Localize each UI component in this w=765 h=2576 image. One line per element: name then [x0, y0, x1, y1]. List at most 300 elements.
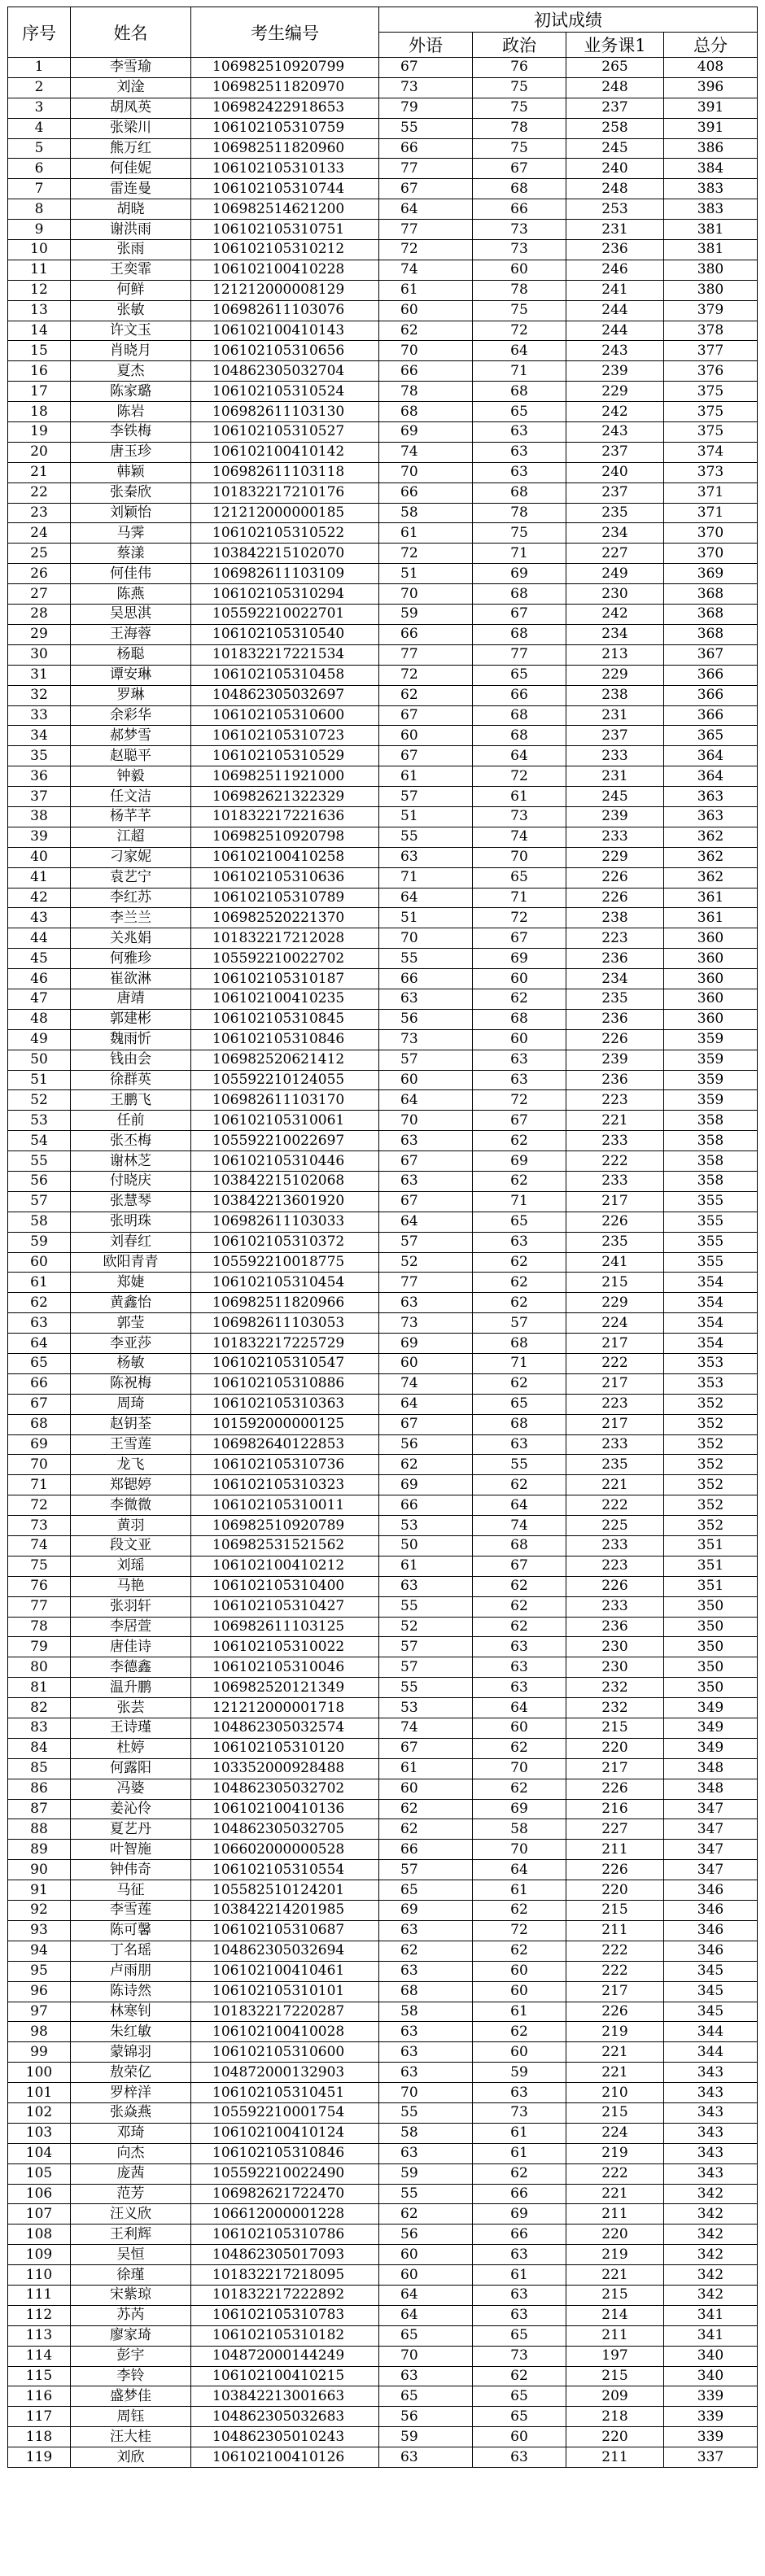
foreign-score-cell: 63 — [379, 1961, 473, 1981]
exam-id-cell: 106102105310182 — [191, 2325, 379, 2346]
course1-score-cell: 226 — [566, 1212, 664, 1232]
foreign-score-cell: 64 — [379, 1090, 473, 1111]
table-row — [8, 2427, 758, 2447]
table-row — [8, 422, 758, 443]
seq-cell: 84 — [8, 1738, 71, 1758]
seq-cell: 109 — [8, 2245, 71, 2265]
table-row — [8, 2386, 758, 2407]
seq-cell: 62 — [8, 1293, 71, 1313]
seq-cell: 43 — [8, 908, 71, 928]
foreign-score-cell: 78 — [379, 382, 473, 402]
name-cell: 韩颖 — [71, 462, 191, 482]
table-row — [8, 503, 758, 523]
course1-score-cell: 231 — [566, 705, 664, 726]
table-row — [8, 2346, 758, 2366]
seq-cell: 56 — [8, 1171, 71, 1191]
politics-score-cell: 64 — [473, 746, 566, 766]
exam-id-cell: 104862305032704 — [191, 361, 379, 382]
course1-score-cell: 226 — [566, 1860, 664, 1880]
total-score-cell: 345 — [664, 1981, 758, 2002]
foreign-score-cell: 60 — [379, 1779, 473, 1799]
politics-score-cell: 68 — [473, 1536, 566, 1557]
table-row — [8, 1373, 758, 1394]
foreign-score-cell: 68 — [379, 1981, 473, 2002]
total-score-cell: 350 — [664, 1596, 758, 1617]
total-score-cell: 343 — [664, 2102, 758, 2123]
table-row — [8, 159, 758, 179]
exam-id-cell: 106102105310723 — [191, 726, 379, 746]
foreign-score-cell: 77 — [379, 644, 473, 665]
politics-score-cell: 62 — [473, 1373, 566, 1394]
total-score-cell: 380 — [664, 280, 758, 300]
exam-id-cell: 106102105310744 — [191, 179, 379, 199]
course1-score-cell: 232 — [566, 1698, 664, 1718]
politics-score-cell: 55 — [473, 1455, 566, 1475]
table-row — [8, 2184, 758, 2204]
course1-score-cell: 223 — [566, 1394, 664, 1414]
seq-cell: 98 — [8, 2022, 71, 2042]
exam-id-cell: 106102105310759 — [191, 118, 379, 138]
table-row — [8, 1880, 758, 1901]
politics-score-cell: 63 — [473, 2083, 566, 2103]
name-cell: 肖晓月 — [71, 341, 191, 361]
course1-score-cell: 243 — [566, 422, 664, 443]
seq-cell: 69 — [8, 1434, 71, 1455]
exam-id-cell: 106102105310636 — [191, 867, 379, 888]
course1-score-cell: 222 — [566, 1961, 664, 1981]
total-score-cell: 352 — [664, 1434, 758, 1455]
name-cell: 钱由会 — [71, 1050, 191, 1070]
total-score-cell: 343 — [664, 2063, 758, 2083]
total-score-cell: 358 — [664, 1171, 758, 1191]
politics-score-cell: 68 — [473, 382, 566, 402]
name-cell: 杨聪 — [71, 644, 191, 665]
course1-score-cell: 211 — [566, 2204, 664, 2225]
table-row — [8, 2042, 758, 2063]
table-row — [8, 766, 758, 787]
table-row — [8, 1576, 758, 1596]
total-score-cell: 354 — [664, 1313, 758, 1334]
seq-cell: 42 — [8, 888, 71, 908]
total-score-cell: 381 — [664, 240, 758, 260]
course1-score-cell: 227 — [566, 1819, 664, 1840]
name-cell: 卢雨朋 — [71, 1961, 191, 1981]
politics-score-cell: 63 — [473, 1434, 566, 1455]
course1-score-cell: 243 — [566, 341, 664, 361]
foreign-score-cell: 55 — [379, 1596, 473, 1617]
total-score-cell: 386 — [664, 138, 758, 159]
total-score-cell: 342 — [664, 2245, 758, 2265]
course1-score-cell: 265 — [566, 58, 664, 78]
table-row — [8, 402, 758, 422]
table-row — [8, 1050, 758, 1070]
seq-cell: 32 — [8, 685, 71, 705]
table-row — [8, 1252, 758, 1273]
seq-cell: 35 — [8, 746, 71, 766]
table-row — [8, 1758, 758, 1779]
seq-cell: 4 — [8, 118, 71, 138]
course1-score-cell: 221 — [566, 1111, 664, 1131]
name-cell: 丁名瑶 — [71, 1941, 191, 1961]
course1-score-cell: 226 — [566, 1576, 664, 1596]
politics-score-cell: 67 — [473, 605, 566, 625]
politics-score-cell: 69 — [473, 949, 566, 969]
score-table — [7, 7, 758, 2468]
name-cell: 钟伟奇 — [71, 1860, 191, 1880]
seq-cell: 21 — [8, 462, 71, 482]
politics-score-cell: 62 — [473, 1475, 566, 1495]
politics-score-cell: 61 — [473, 787, 566, 807]
foreign-score-cell: 63 — [379, 1920, 473, 1941]
foreign-score-cell: 66 — [379, 969, 473, 989]
table-row — [8, 1131, 758, 1151]
exam-id-cell: 106102105310046 — [191, 1657, 379, 1678]
politics-score-cell: 72 — [473, 321, 566, 341]
course1-score-cell: 230 — [566, 1637, 664, 1657]
table-row — [8, 605, 758, 625]
exam-id-cell: 105592210022490 — [191, 2163, 379, 2184]
total-score-cell: 342 — [664, 2184, 758, 2204]
exam-id-cell: 106102105310886 — [191, 1373, 379, 1394]
seq-cell: 34 — [8, 726, 71, 746]
seq-cell: 50 — [8, 1050, 71, 1070]
seq-cell: 20 — [8, 442, 71, 462]
name-cell: 胡凤英 — [71, 98, 191, 118]
politics-score-cell: 68 — [473, 584, 566, 605]
foreign-score-cell: 63 — [379, 1576, 473, 1596]
seq-cell: 94 — [8, 1941, 71, 1961]
foreign-score-cell: 52 — [379, 1617, 473, 1637]
politics-score-cell: 66 — [473, 685, 566, 705]
total-score-cell: 362 — [664, 847, 758, 867]
course1-score-cell: 235 — [566, 1232, 664, 1252]
politics-score-cell: 69 — [473, 1799, 566, 1819]
foreign-score-cell: 61 — [379, 523, 473, 544]
politics-score-cell: 61 — [473, 2002, 566, 2022]
exam-id-cell: 103842215102068 — [191, 1171, 379, 1191]
seq-cell: 85 — [8, 1758, 71, 1779]
exam-id-cell: 106102105310120 — [191, 1738, 379, 1758]
table-row — [8, 705, 758, 726]
total-score-cell: 344 — [664, 2042, 758, 2063]
table-row — [8, 2305, 758, 2325]
politics-score-cell: 69 — [473, 1151, 566, 1172]
exam-id-cell: 106982611103109 — [191, 564, 379, 584]
foreign-score-cell: 56 — [379, 1009, 473, 1029]
politics-score-cell: 68 — [473, 624, 566, 644]
name-cell: 雷连曼 — [71, 179, 191, 199]
name-cell: 张芸 — [71, 1698, 191, 1718]
table-row — [8, 2063, 758, 2083]
total-score-cell: 375 — [664, 422, 758, 443]
seq-cell: 23 — [8, 503, 71, 523]
name-cell: 张焱燕 — [71, 2102, 191, 2123]
politics-score-cell: 68 — [473, 1334, 566, 1354]
foreign-score-cell: 52 — [379, 1252, 473, 1273]
politics-score-cell: 72 — [473, 1920, 566, 1941]
table-row — [8, 1394, 758, 1414]
politics-score-cell: 73 — [473, 220, 566, 240]
total-score-cell: 360 — [664, 928, 758, 949]
exam-id-cell: 103352000928488 — [191, 1758, 379, 1779]
foreign-score-cell: 72 — [379, 665, 473, 685]
exam-id-cell: 105592210022702 — [191, 949, 379, 969]
exam-id-cell: 106102100410258 — [191, 847, 379, 867]
name-cell: 敖荣亿 — [71, 2063, 191, 2083]
foreign-score-cell: 55 — [379, 2102, 473, 2123]
name-cell: 宋紫琼 — [71, 2285, 191, 2305]
header-course1: 业务课1 — [566, 33, 664, 58]
seq-cell: 53 — [8, 1111, 71, 1131]
seq-cell: 38 — [8, 806, 71, 827]
politics-score-cell: 73 — [473, 2102, 566, 2123]
table-row — [8, 2325, 758, 2346]
seq-cell: 110 — [8, 2265, 71, 2286]
foreign-score-cell: 53 — [379, 1516, 473, 1536]
exam-id-cell: 101832217221534 — [191, 644, 379, 665]
total-score-cell: 354 — [664, 1293, 758, 1313]
exam-id-cell: 106102105310600 — [191, 2042, 379, 2063]
politics-score-cell: 65 — [473, 1212, 566, 1232]
exam-id-cell: 106982640122853 — [191, 1434, 379, 1455]
total-score-cell: 355 — [664, 1191, 758, 1212]
exam-id-cell: 106102105310323 — [191, 1475, 379, 1495]
foreign-score-cell: 69 — [379, 422, 473, 443]
seq-cell: 77 — [8, 1596, 71, 1617]
seq-cell: 119 — [8, 2447, 71, 2468]
exam-id-cell: 106982511921000 — [191, 766, 379, 787]
foreign-score-cell: 63 — [379, 1171, 473, 1191]
foreign-score-cell: 74 — [379, 1718, 473, 1739]
name-cell: 姜沁伶 — [71, 1799, 191, 1819]
politics-score-cell: 57 — [473, 1313, 566, 1334]
seq-cell: 46 — [8, 969, 71, 989]
name-cell: 徐瑾 — [71, 2265, 191, 2286]
foreign-score-cell: 58 — [379, 2002, 473, 2022]
seq-cell: 36 — [8, 766, 71, 787]
exam-id-cell: 106102100410142 — [191, 442, 379, 462]
name-cell: 余彩华 — [71, 705, 191, 726]
table-row — [8, 1698, 758, 1718]
total-score-cell: 391 — [664, 118, 758, 138]
exam-id-cell: 106982611103130 — [191, 402, 379, 422]
foreign-score-cell: 73 — [379, 1313, 473, 1334]
foreign-score-cell: 61 — [379, 1556, 473, 1576]
table-row — [8, 1901, 758, 1921]
politics-score-cell: 71 — [473, 888, 566, 908]
table-row — [8, 1455, 758, 1475]
table-row — [8, 1212, 758, 1232]
seq-cell: 82 — [8, 1698, 71, 1718]
name-cell: 李居萱 — [71, 1617, 191, 1637]
table-row — [8, 1536, 758, 1557]
total-score-cell: 367 — [664, 644, 758, 665]
seq-cell: 67 — [8, 1394, 71, 1414]
politics-score-cell: 69 — [473, 2204, 566, 2225]
table-row — [8, 1475, 758, 1495]
name-cell: 蒙锦羽 — [71, 2042, 191, 2063]
name-cell: 赵钥荃 — [71, 1414, 191, 1434]
course1-score-cell: 238 — [566, 685, 664, 705]
name-cell: 唐玉珍 — [71, 442, 191, 462]
name-cell: 李兰兰 — [71, 908, 191, 928]
foreign-score-cell: 58 — [379, 2123, 473, 2143]
exam-id-cell: 106102105310011 — [191, 1495, 379, 1516]
seq-cell: 76 — [8, 1576, 71, 1596]
total-score-cell: 342 — [664, 2285, 758, 2305]
seq-cell: 37 — [8, 787, 71, 807]
foreign-score-cell: 57 — [379, 787, 473, 807]
seq-cell: 7 — [8, 179, 71, 199]
table-row — [8, 908, 758, 928]
table-row — [8, 1029, 758, 1050]
foreign-score-cell: 65 — [379, 2325, 473, 2346]
name-cell: 张明珠 — [71, 1212, 191, 1232]
exam-id-cell: 106602000000528 — [191, 1840, 379, 1860]
politics-score-cell: 68 — [473, 1009, 566, 1029]
politics-score-cell: 69 — [473, 564, 566, 584]
total-score-cell: 348 — [664, 1758, 758, 1779]
total-score-cell: 368 — [664, 584, 758, 605]
foreign-score-cell: 50 — [379, 1536, 473, 1557]
exam-id-cell: 106982611103033 — [191, 1212, 379, 1232]
exam-id-cell: 106102105310400 — [191, 1576, 379, 1596]
course1-score-cell: 236 — [566, 1617, 664, 1637]
seq-cell: 55 — [8, 1151, 71, 1172]
name-cell: 汪大桂 — [71, 2427, 191, 2447]
course1-score-cell: 236 — [566, 240, 664, 260]
politics-score-cell: 71 — [473, 1354, 566, 1374]
course1-score-cell: 221 — [566, 2184, 664, 2204]
course1-score-cell: 237 — [566, 482, 664, 503]
seq-cell: 93 — [8, 1920, 71, 1941]
seq-cell: 105 — [8, 2163, 71, 2184]
course1-score-cell: 239 — [566, 806, 664, 827]
table-row — [8, 1920, 758, 1941]
seq-cell: 16 — [8, 361, 71, 382]
seq-cell: 27 — [8, 584, 71, 605]
total-score-cell: 339 — [664, 2386, 758, 2407]
foreign-score-cell: 64 — [379, 1212, 473, 1232]
foreign-score-cell: 66 — [379, 1495, 473, 1516]
exam-id-cell: 106102105310294 — [191, 584, 379, 605]
table-row — [8, 1334, 758, 1354]
exam-id-cell: 106102105310101 — [191, 1981, 379, 2002]
seq-cell: 118 — [8, 2427, 71, 2447]
politics-score-cell: 74 — [473, 827, 566, 847]
total-score-cell: 352 — [664, 1394, 758, 1414]
table-row — [8, 321, 758, 341]
table-row — [8, 220, 758, 240]
name-cell: 任文洁 — [71, 787, 191, 807]
course1-score-cell: 233 — [566, 1434, 664, 1455]
name-cell: 张雨 — [71, 240, 191, 260]
foreign-score-cell: 57 — [379, 1860, 473, 1880]
foreign-score-cell: 55 — [379, 1678, 473, 1698]
name-cell: 吴思淇 — [71, 605, 191, 625]
table-row — [8, 1151, 758, 1172]
course1-score-cell: 219 — [566, 2143, 664, 2163]
course1-score-cell: 229 — [566, 665, 664, 685]
politics-score-cell: 62 — [473, 1738, 566, 1758]
politics-score-cell: 65 — [473, 402, 566, 422]
politics-score-cell: 62 — [473, 1293, 566, 1313]
table-row — [8, 1961, 758, 1981]
name-cell: 彭宇 — [71, 2346, 191, 2366]
name-cell: 刘颖怡 — [71, 503, 191, 523]
total-score-cell: 352 — [664, 1414, 758, 1434]
table-row — [8, 1718, 758, 1739]
exam-id-cell: 106102105310687 — [191, 1920, 379, 1941]
name-cell: 张梁川 — [71, 118, 191, 138]
exam-id-cell: 104862305032683 — [191, 2407, 379, 2427]
table-row — [8, 806, 758, 827]
seq-cell: 90 — [8, 1860, 71, 1880]
course1-score-cell: 240 — [566, 462, 664, 482]
course1-score-cell: 219 — [566, 2022, 664, 2042]
total-score-cell: 342 — [664, 2204, 758, 2225]
foreign-score-cell: 63 — [379, 2143, 473, 2163]
seq-cell: 41 — [8, 867, 71, 888]
exam-id-cell: 103842213601920 — [191, 1191, 379, 1212]
table-row — [8, 1657, 758, 1678]
name-cell: 夏艺丹 — [71, 1819, 191, 1840]
seq-cell: 73 — [8, 1516, 71, 1536]
table-row — [8, 1313, 758, 1334]
name-cell: 刁家妮 — [71, 847, 191, 867]
name-cell: 何佳妮 — [71, 159, 191, 179]
exam-id-cell: 103842214201985 — [191, 1901, 379, 1921]
seq-cell: 68 — [8, 1414, 71, 1434]
politics-score-cell: 74 — [473, 1516, 566, 1536]
total-score-cell: 355 — [664, 1252, 758, 1273]
course1-score-cell: 234 — [566, 624, 664, 644]
foreign-score-cell: 69 — [379, 1334, 473, 1354]
total-score-cell: 345 — [664, 2002, 758, 2022]
seq-cell: 72 — [8, 1495, 71, 1516]
name-cell: 汪义欣 — [71, 2204, 191, 2225]
total-score-cell: 373 — [664, 462, 758, 482]
politics-score-cell: 71 — [473, 1191, 566, 1212]
foreign-score-cell: 59 — [379, 605, 473, 625]
foreign-score-cell: 63 — [379, 1293, 473, 1313]
exam-id-cell: 106982531521562 — [191, 1536, 379, 1557]
foreign-score-cell: 57 — [379, 1050, 473, 1070]
politics-score-cell: 62 — [473, 1779, 566, 1799]
exam-id-cell: 104862305032702 — [191, 1779, 379, 1799]
table-row — [8, 584, 758, 605]
seq-cell: 58 — [8, 1212, 71, 1232]
exam-id-cell: 106102105310061 — [191, 1111, 379, 1131]
foreign-score-cell: 62 — [379, 685, 473, 705]
politics-score-cell: 67 — [473, 159, 566, 179]
course1-score-cell: 245 — [566, 138, 664, 159]
exam-id-cell: 106982621322329 — [191, 787, 379, 807]
table-row — [8, 1840, 758, 1860]
name-cell: 何鲜 — [71, 280, 191, 300]
table-row — [8, 746, 758, 766]
exam-id-cell: 106102100410212 — [191, 1556, 379, 1576]
name-cell: 熊万红 — [71, 138, 191, 159]
name-cell: 张羽轩 — [71, 1596, 191, 1617]
seq-cell: 100 — [8, 2063, 71, 2083]
foreign-score-cell: 70 — [379, 928, 473, 949]
foreign-score-cell: 60 — [379, 1070, 473, 1090]
foreign-score-cell: 59 — [379, 2163, 473, 2184]
table-row — [8, 118, 758, 138]
name-cell: 何佳伟 — [71, 564, 191, 584]
course1-score-cell: 220 — [566, 1880, 664, 1901]
